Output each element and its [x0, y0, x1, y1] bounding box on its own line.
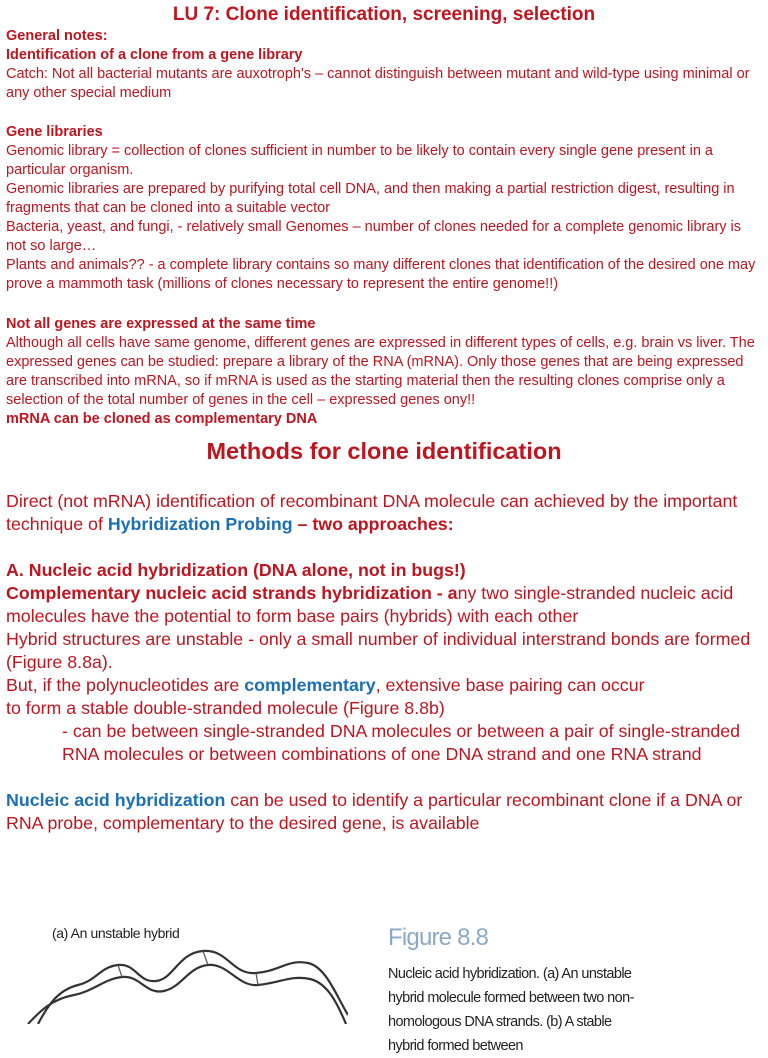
figure-label-a: (a) An unstable hybrid	[52, 925, 180, 941]
intro-text: Direct (not mRNA) identification of recombinant DNA molecule can achieved by the important technique of	[6, 491, 738, 534]
bacteria-paragraph: Bacteria, yeast, and fungi, - relatively small Genomes – number of clones needed for a complete genomic library is not so large…	[6, 219, 742, 254]
general-notes-heading: General notes:	[6, 28, 108, 44]
figure-caption: Nucleic acid hybridization. (a) An unstable hybrid molecule formed between two non-homologous DNA strands. (b) A stable hybrid formed between	[388, 966, 634, 1054]
complementary-bold: Complementary nucleic acid strands hybridization - a	[6, 583, 458, 603]
but-rest: , extensive base pairing can occur	[375, 675, 645, 695]
between-paragraph: - can be between single-stranded DNA molecules or between a pair of single-stranded RNA molecules or between combinations of one DNA strand and one RNA strand	[62, 721, 741, 764]
nucleic-hybridization-term: Nucleic acid hybridization	[6, 790, 226, 810]
nucleic-hybridization-paragraph	[6, 789, 762, 835]
complementary-term: complementary	[244, 675, 376, 695]
but-paragraph	[6, 674, 762, 697]
unstable-hybrid-drawing	[18, 945, 348, 1024]
strand-top	[38, 951, 348, 1024]
hybridization-probing-term: Hybridization Probing	[107, 514, 293, 534]
unstable-paragraph: Hybrid structures are unstable - only a small number of individual interstrand bonds are formed (Figure 8.8a).	[6, 629, 751, 672]
gene-libraries-section	[6, 123, 762, 294]
two-approaches-text: – two approaches:	[292, 514, 454, 534]
complementary-rest: ny two single-stranded nucleic acid molecules have the potential to form base pairs (hybrids) with each other	[6, 583, 734, 626]
but-text: But, if the polynucleotides are	[6, 675, 245, 695]
expression-heading: Not all genes are expressed at the same time	[6, 316, 316, 332]
complementary-paragraph	[6, 582, 762, 628]
expression-paragraph: Although all cells have same genome, different genes are expressed in different types of cells, e.g. brain vs liver. The expressed genes can be studied: prepare a library of the RNA (mRNA). Only those genes that are being expressed are transcribed into mRNA, so if mRNA is used as the starting material then the resulting clones comprise only a selection of the total number of genes in the cell – expressed genes ony!!	[6, 335, 755, 408]
gene-libraries-heading: Gene libraries	[6, 124, 103, 140]
general-notes-section	[6, 27, 762, 103]
strand-bottom	[28, 965, 346, 1024]
catch-paragraph: Catch: Not all bacterial mutants are auxotroph's – cannot distinguish between mutant and wild-type using minimal or any other special medium	[6, 66, 750, 101]
expression-section	[6, 315, 762, 429]
general-notes-subheading: Identification of a clone from a gene library	[6, 47, 303, 63]
methods-body	[6, 490, 762, 835]
stable-paragraph: to form a stable double-stranded molecule (Figure 8.8b)	[6, 698, 445, 718]
methods-heading: Methods for clone identification	[206, 438, 562, 464]
nucleic-hybridization-rest: can be used to identify a particular recombinant clone if a DNA or RNA probe, complementary to the desired gene, is available	[6, 790, 743, 833]
genomic-preparation-paragraph: Genomic libraries are prepared by purifying total cell DNA, and then making a partial restriction digest, resulting in fragments that can be cloned into a suitable vector	[6, 181, 735, 216]
approach-a-heading: A. Nucleic acid hybridization (DNA alone, not in bugs!)	[6, 560, 466, 580]
mrna-cdna-line: mRNA can be cloned as complementary DNA	[6, 411, 318, 427]
plants-animals-paragraph: Plants and animals?? - a complete library contains so many different clones that identification of the desired one may prove a mammoth task (millions of clones necessary to represent the entire genome!!)	[6, 257, 756, 292]
genomic-library-paragraph: Genomic library = collection of clones sufficient in number to be likely to contain every single gene present in a particular organism.	[6, 143, 713, 178]
page-title: LU 7: Clone identification, screening, selection	[172, 4, 596, 25]
figure-heading: Figure 8.8	[388, 924, 489, 951]
intro-paragraph	[6, 490, 762, 536]
